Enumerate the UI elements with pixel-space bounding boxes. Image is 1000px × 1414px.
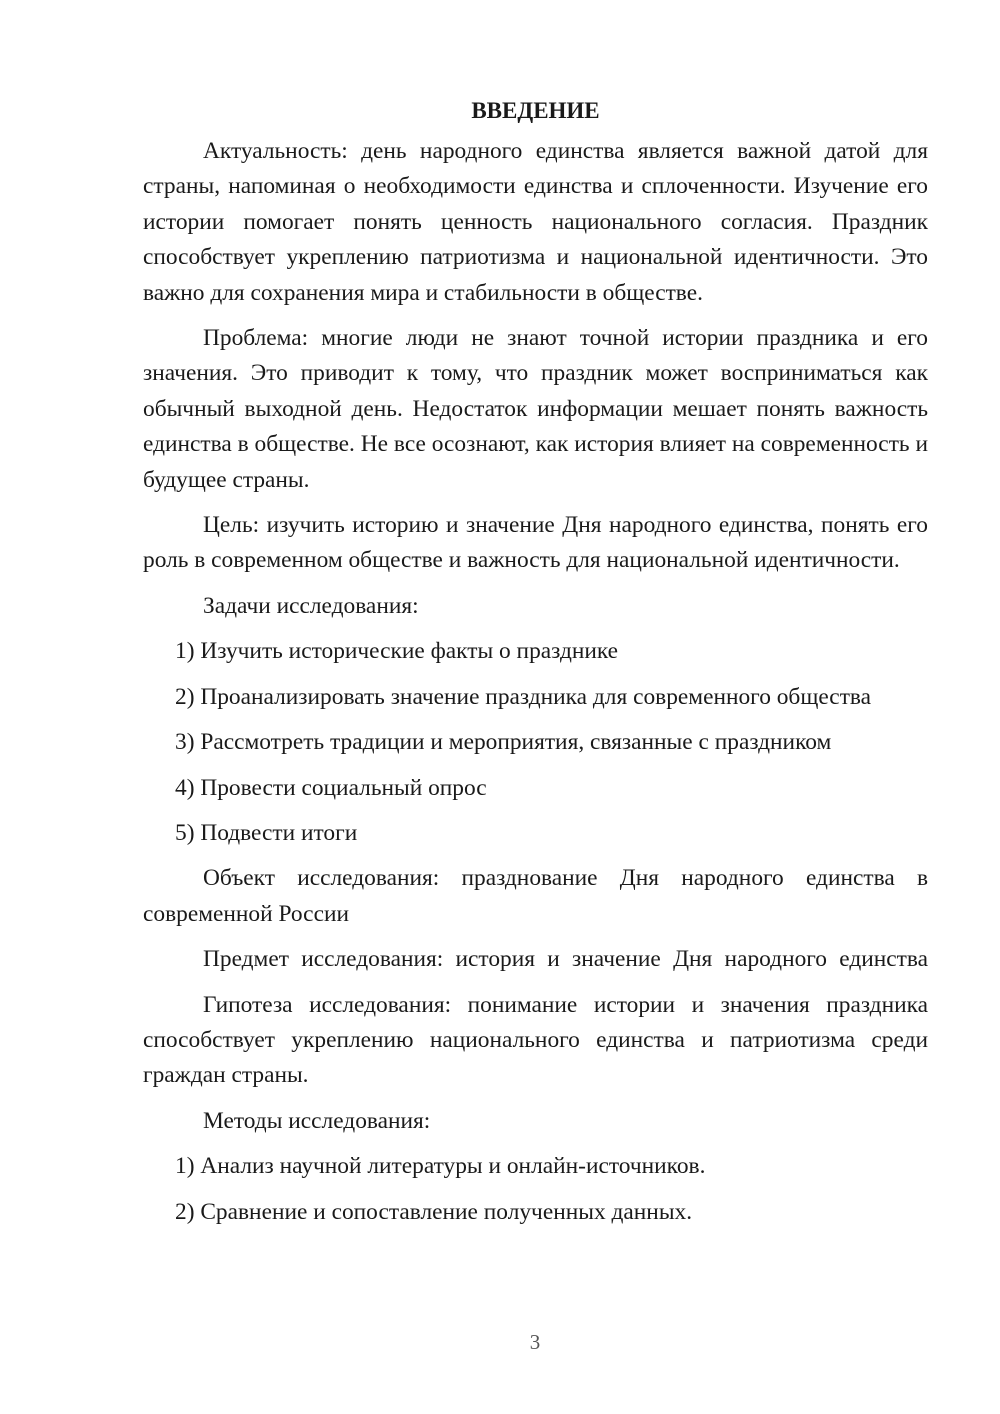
page-title: ВВЕДЕНИЕ [471,98,600,123]
list-item-task-2: 2) Проанализировать значение праздника для современного общества [175,683,872,710]
subject-paragraph: Предмет исследования: история и значение Дня народного единства [203,946,928,973]
goal-paragraph: Цель: изучить историю и значение Дня народного единства, понять его роль в современном обществе и важность для национальной идентичности. [143,512,928,574]
tasks-heading: Задачи исследования: [203,592,419,619]
list-item-task-3: 3) Рассмотреть традиции и мероприятия, связанные с праздником [175,729,832,756]
list-item-method-1: 1) Анализ научной литературы и онлайн-источников. [175,1153,706,1180]
list-item-task-5: 5) Подвести итоги [175,819,358,846]
list-item-method-2: 2) Сравнение и сопоставление полученных данных. [175,1198,693,1225]
page-number: 3 [529,1330,541,1354]
methods-heading: Методы исследования: [203,1107,431,1134]
list-item-task-4: 4) Провести социальный опрос [175,774,487,801]
hypothesis-paragraph: Гипотеза исследования: понимание истории и значения праздника способствует укреплению национального единства и патриотизма среди граждан страны. [143,991,928,1089]
relevance-paragraph: Актуальность: день народного единства является важной датой для страны, напоминая о необходимости единства и сплоченности. Изучение его истории помогает понять ценность национального согласия. Праздник способствует укреплению патриотизма и национальной идентичности. Это важно для сохранения мира и стабильности в обществе. [143,138,928,306]
list-item-task-1: 1) Изучить исторические факты о празднике [175,638,619,665]
problem-paragraph: Проблема: многие люди не знают точной истории праздника и его значения. Это приводит к тому, что праздник может восприниматься как обычный выходной день. Недостаток информации мешает понять важность единства в обществе. Не все осознают, как история влияет на современность и будущее страны. [143,325,928,493]
object-paragraph: Объект исследования: празднование Дня народного единства в современной России [143,865,928,927]
page-content [143,93,928,1240]
